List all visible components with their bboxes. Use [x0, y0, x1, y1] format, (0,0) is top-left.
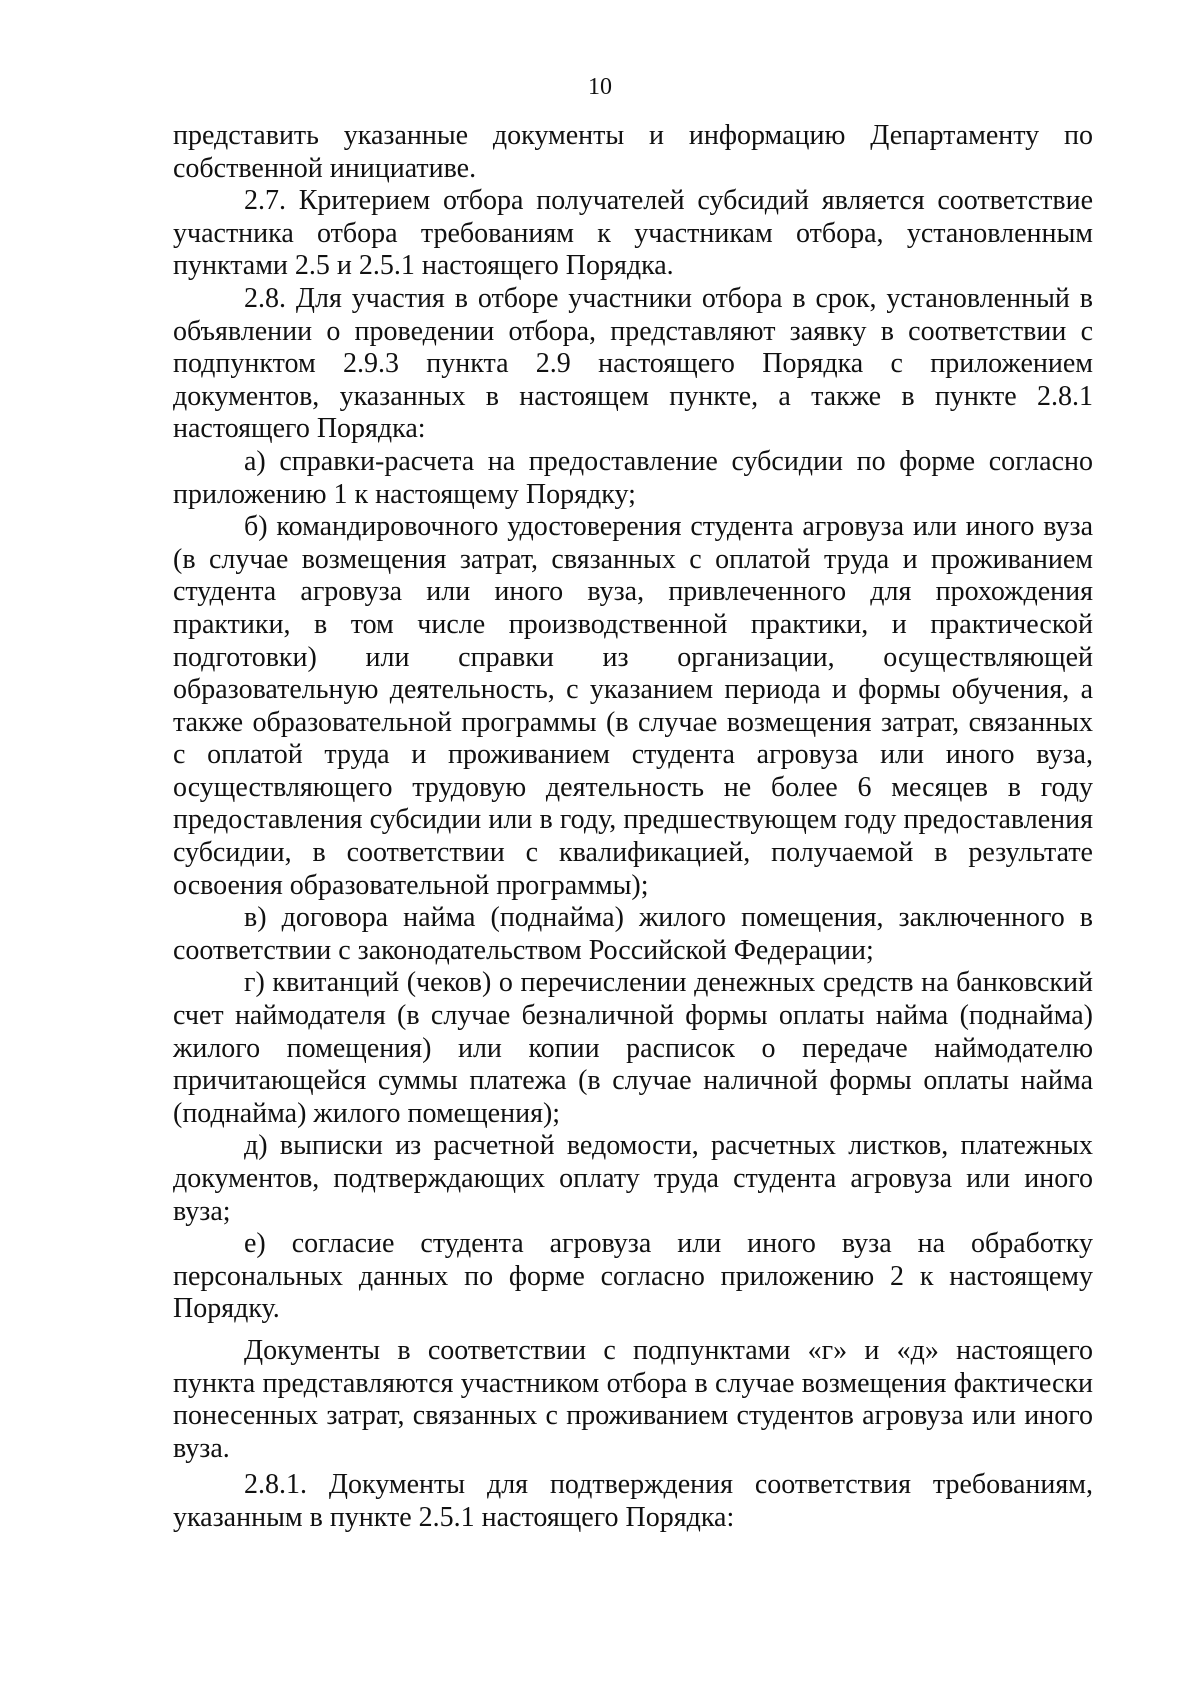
document-body — [173, 120, 1093, 1535]
subparagraph-b: б) командировочного удостоверения студента агровуза или иного вуза (в случае возмещения затрат, связанных с оплатой труда и проживанием студента агровуза или иного вуза, привлеченного для прохождения практики, в том числе производственной практики, и практической подготовки) или справки из организации, осуществляющей образовательную деятельность, с указанием периода и формы обучения, а также образовательной программы (в случае возмещения затрат, связанных с оплатой труда и проживанием студента агровуза или иного вуза, осуществляющего трудовую деятельность не более 6 месяцев в году предоставления субсидии или в году, предшествующем году предоставления субсидии, в соответствии с квалификацией, получаемой в результате освоения образовательной программы); — [173, 511, 1093, 901]
paragraph-2-8-1: 2.8.1. Документы для подтверждения соответствия требованиям, указанным в пункте 2.5.1 настоящего Порядка: — [173, 1469, 1093, 1533]
subparagraph-d: д) выписки из расчетной ведомости, расчетных листков, платежных документов, подтверждающих оплату труда студента агровуза или иного вуза; — [173, 1130, 1093, 1227]
subparagraph-a: а) справки-расчета на предоставление субсидии по форме согласно приложению 1 к настоящему Порядку; — [173, 445, 1093, 510]
paragraph-2-7: 2.7. Критерием отбора получателей субсидий является соответствие участника отбора требованиям к участникам отбора, установленным пунктами 2.5 и 2.5.1 настоящего Порядка. — [173, 185, 1093, 282]
paragraph-2-8: 2.8. Для участия в отборе участники отбора в срок, установленный в объявлении о проведении отбора, представляют заявку в соответствии с подпунктом 2.9.3 пункта 2.9 настоящего Порядка с приложением документов, указанных в настоящем пункте, а также в пункте 2.8.1 настоящего Порядка: — [173, 282, 1093, 445]
subparagraph-v: в) договора найма (поднайма) жилого помещения, заключенного в соответствии с законодательством Российской Федерации; — [173, 902, 1093, 966]
subparagraph-e: е) согласие студента агровуза или иного вуза на обработку персональных данных по форме согласно приложению 2 к настоящему Порядку. — [173, 1228, 1093, 1325]
paragraph-continuation: представить указанные документы и информацию Департаменту по собственной инициативе. — [173, 120, 1093, 184]
subparagraph-g: г) квитанций (чеков) о перечислении денежных средств на банковский счет наймодателя (в случае безналичной формы оплаты найма (поднайма) жилого помещения) или копии расписок о передаче наймодателю причитающейся суммы платежа (в случае наличной формы оплаты найма (поднайма) жилого помещения); — [173, 967, 1093, 1129]
page-number: 10 — [588, 74, 612, 100]
paragraph-documents-note: Документы в соответствии с подпунктами «г» и «д» настоящего пункта представляются участником отбора в случае возмещения фактически понесенных затрат, связанных с проживанием студентов агровуза или иного вуза. — [173, 1334, 1093, 1464]
